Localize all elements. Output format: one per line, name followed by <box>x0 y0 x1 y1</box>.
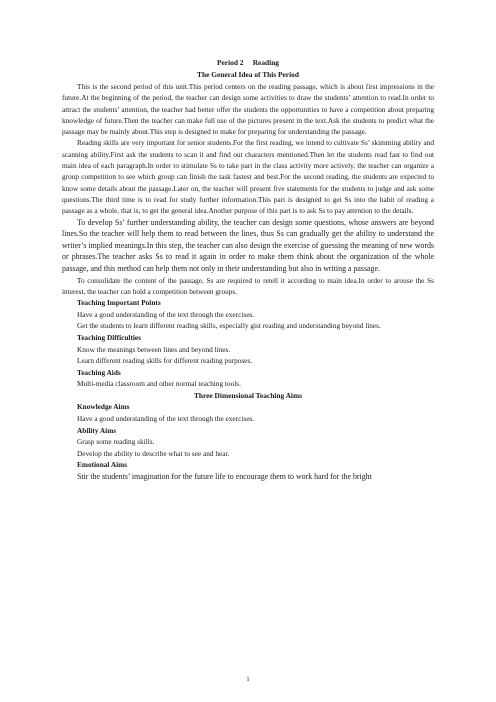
paragraph-reading-skills: Reading skills are very important for senior students.For the first reading, we intend to cultivate Ss’ skimming ability and scanning ability.First ask the students to scan it and find out characters mentioned.Then let the students read fast to find out main idea of each paragraph.In order to stimulate Ss to take part in the class activity more actively, the teacher can organize a group competition to see which group can finish the task fastest and best.For the second reading, the students are expected to know some details about the passage.Later on, the teacher will present five statements for the students to judge and ask some questions.The third time is to read for study further information.This part is designed to get Ss into the habit of reading a passage as a whole, that is, to get the general idea.Another purpose of this part is to ask Ss to pay attention to the details. <box>62 138 434 216</box>
ability-aim-line: Grasp some reading skills. <box>77 437 155 447</box>
heading-emotional-aims: Emotional Aims <box>77 460 128 470</box>
emotional-aim-line: Stir the students’ imagination for the future life to encourage them to work hard for the bright <box>77 472 372 482</box>
paragraph-understanding: To develop Ss’ further understanding ability, the teacher can design some questions, whose answers are beyond lines.So the teacher will help them to read between the lines, thus Ss can gradually get the ability to understand the writer’s implied meanings.In this step, the teacher can also design the exercise of guessing the meaning of new words or phrases.The teacher asks Ss to read it again in order to make them think about the organization of the whole passage, and this method can help them not only in their understanding but also in writing a passage. <box>62 217 434 273</box>
difficulty-line: Know the meanings between lines and beyond lines. <box>77 344 231 354</box>
paragraph-consolidate: To consolidate the content of the passage, Ss are required to retell it according to main idea.In order to arouse the Ss interest, the teacher can hold a competition between groups. <box>62 275 434 296</box>
heading-important-points: Teaching Important Points <box>77 298 161 308</box>
document-title: Period 2 Reading <box>217 58 279 67</box>
important-point-line: Have a good understanding of the text through the exercises. <box>77 309 255 319</box>
document-subtitle: The General Idea of This Period <box>197 70 299 79</box>
heading-aids: Teaching Aids <box>77 367 121 377</box>
heading-knowledge-aims: Knowledge Aims <box>77 402 130 412</box>
aid-line: Multi-media classroom and other normal teaching tools. <box>77 379 241 389</box>
paragraph-intro: This is the second period of this unit.This period centers on the reading passage, which is about first impressions in the future.At the beginning of the period, the teacher can design some activities to draw the students’ attention to read.In order to attract the students’ attention, the teacher had better offer the students the opportunities to have a competition about preparing knowledge of future.Then the teacher can make full use of the pictures present in the text.Ask the students to predict what the passage may be mainly about.This step is designed to make for preparing for understanding the passage. <box>62 82 434 137</box>
aims-title: Three Dimensional Teaching Aims <box>193 390 303 400</box>
document-body <box>62 57 434 483</box>
important-point-line: Get the students to learn different reading skills, especially gist reading and understanding beyond lines. <box>77 321 381 331</box>
heading-ability-aims: Ability Aims <box>77 425 117 435</box>
knowledge-aim-line: Have a good understanding of the text through the exercises. <box>77 414 255 424</box>
ability-aim-line: Develop the ability to describe what to see and hear. <box>77 448 230 458</box>
page-number: 1 <box>246 676 250 683</box>
heading-difficulties: Teaching Difficulties <box>77 332 141 342</box>
difficulty-line: Learn different reading skills for different reading purposes. <box>77 356 253 366</box>
